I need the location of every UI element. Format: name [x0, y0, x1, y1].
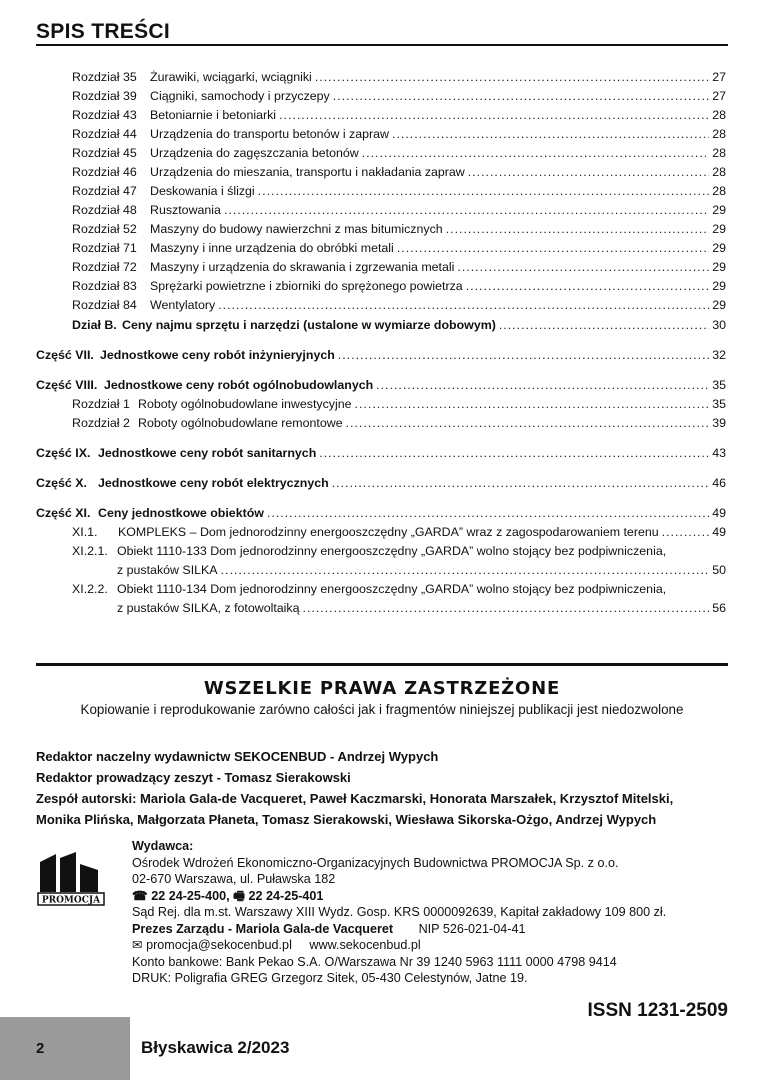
board-line — [132, 921, 666, 938]
publisher-heading: Wydawca: — [132, 839, 194, 853]
header-rule — [36, 44, 728, 46]
toc-entry[interactable]: XI.2.1. Obiekt 1110-133 Dom jednorodzinny energooszczędny „GARDA” wolno stojący bez podpiwniczenia, — [72, 544, 667, 558]
toc-entry[interactable]: Rozdział 43 Betoniarnie i betoniarki ..... 28 — [36, 106, 726, 125]
court-registration: Sąd Rej. dla m.st. Warszawy XIII Wydz. Gosp. KRS 0000092639, Kapitał zakładowy 109 800 zł. — [132, 905, 667, 919]
toc-part[interactable]: Część X. Jednostkowe ceny robót elektrycznych ..... 46 — [36, 473, 726, 493]
toc-part[interactable]: Część VII. Jednostkowe ceny robót inżynieryjnych ..... 32 — [36, 345, 726, 365]
promocja-logo — [36, 848, 106, 908]
toc-part[interactable]: Część VIII. Jednostkowe ceny robót ogólnobudowlanych ..... 35 — [36, 375, 726, 395]
toc-entry-continuation[interactable]: z pustaków SILKA, z fotowoltaiką ..... 56 — [36, 599, 726, 618]
toc-part[interactable]: Część XI. Ceny jednostkowe obiektów ..... 49 — [36, 503, 726, 523]
phone-icon: ☎ — [132, 888, 148, 903]
credits-block — [36, 746, 736, 830]
phone-number: 22 24-25-400, — [151, 888, 230, 903]
rights-heading: WSZELKIE PRAWA ZASTRZEŻONE — [203, 678, 561, 699]
toc-entry[interactable]: Rozdział 46 Urządzenia do mieszania, transportu i nakładania zapraw ..... 28 — [36, 163, 726, 182]
footer-page-box — [0, 1017, 130, 1080]
toc-entry[interactable]: Rozdział 71 Maszyny i inne urządzenia do obróbki metali ..... 29 — [36, 239, 726, 258]
publisher-block — [132, 838, 666, 987]
table-of-contents — [36, 68, 726, 618]
toc-entry[interactable]: Rozdział 45 Urządzenia do zagęszczania betonów ..... 28 — [36, 144, 726, 163]
logo-text: PROMOCJA — [41, 895, 101, 906]
authors-line: Monika Plińska, Małgorzata Płaneta, Tomasz Sierakowski, Wiesława Sikorska-Ożgo, Andrzej Wypych — [36, 812, 657, 827]
toc-entry[interactable]: Rozdział 72 Maszyny i urządzenia do skrawania i zgrzewania metali ..... 29 — [36, 258, 726, 277]
issn: ISSN 1231-2509 — [587, 1000, 728, 1021]
website-link[interactable]: www.sekocenbud.pl — [309, 938, 421, 952]
page-title: SPIS TREŚCI — [36, 20, 170, 43]
board-president: Prezes Zarządu - Mariola Gala-de Vacqueret — [132, 921, 394, 936]
toc-entry[interactable]: Rozdział 44 Urządzenia do transportu betonów i zapraw ..... 28 — [36, 125, 726, 144]
nip: NIP 526-021-04-41 — [418, 921, 526, 936]
print-info: DRUK: Poligrafia GREG Grzegorz Sitek, 05-430 Celestynów, Jatne 19. — [132, 971, 528, 985]
email-link[interactable]: promocja@sekocenbud.pl — [146, 938, 292, 952]
toc-entry[interactable]: Rozdział 35 Żurawiki, wciągarki, wciągniki ..... 27 — [36, 68, 726, 87]
toc-entry[interactable]: Rozdział 39 Ciągniki, samochody i przyczepy ..... 27 — [36, 87, 726, 106]
page-number: 2 — [36, 1040, 45, 1057]
issue-name: Błyskawica 2/2023 — [141, 1038, 290, 1057]
rights-notice: Kopiowanie i reprodukowanie zarówno całości jak i fragmentów niniejszej publikacji jest niedozwolone — [80, 702, 684, 717]
toc-entry[interactable]: Rozdział 84 Wentylatory ..... 29 — [36, 296, 726, 315]
toc-entry-continuation[interactable]: z pustaków SILKA ..... 50 — [36, 561, 726, 580]
fax-icon: 🖷 — [233, 888, 246, 903]
contact-phones — [132, 888, 666, 905]
lead-editor: Redaktor prowadzący zeszyt - Tomasz Sierakowski — [36, 770, 351, 785]
toc-entry[interactable]: Rozdział 2 Roboty ogólnobudowlane remontowe ..... 39 — [36, 414, 726, 433]
fax-number: 22 24-25-401 — [248, 888, 324, 903]
section-divider — [36, 663, 728, 666]
toc-entry[interactable]: XI.1. KOMPLEKS – Dom jednorodzinny energooszczędny „GARDA” wraz z zagospodarowaniem terenu ..... 49 — [36, 523, 726, 542]
chief-editor: Redaktor naczelny wydawnictw SEKOCENBUD - Andrzej Wypych — [36, 749, 439, 764]
publisher-address: 02-670 Warszawa, ul. Puławska 182 — [132, 872, 336, 886]
toc-entry[interactable]: Rozdział 47 Deskowania i ślizgi ..... 28 — [36, 182, 726, 201]
toc-entry[interactable]: Rozdział 48 Rusztowania ..... 29 — [36, 201, 726, 220]
contact-web — [132, 937, 666, 954]
publisher-name: Ośrodek Wdrożeń Ekonomiczno-Organizacyjnych Budownictwa PROMOCJA Sp. z o.o. — [132, 855, 619, 870]
bank-account: Konto bankowe: Bank Pekao S.A. O/Warszawa Nr 39 1240 5963 1111 0000 4798 9414 — [132, 954, 617, 969]
toc-entry[interactable]: Rozdział 83 Sprężarki powietrzne i zbiorniki do sprężonego powietrza ..... 29 — [36, 277, 726, 296]
toc-entry[interactable]: Rozdział 52 Maszyny do budowy nawierzchni z mas bitumicznych ..... 29 — [36, 220, 726, 239]
toc-entry[interactable]: XI.2.2. Obiekt 1110-134 Dom jednorodzinny energooszczędny „GARDA” wolno stojący bez podpiwniczenia, — [72, 582, 667, 596]
email-icon: ✉ — [132, 938, 143, 952]
toc-part[interactable]: Część IX. Jednostkowe ceny robót sanitarnych ..... 43 — [36, 443, 726, 463]
toc-section[interactable]: Dział B. Ceny najmu sprzętu i narzędzi (ustalone w wymiarze dobowym) ..... 30 — [36, 315, 726, 335]
authors-line: Zespół autorski: Mariola Gala-de Vacqueret, Paweł Kaczmarski, Honorata Marszałek, Krzysztof Mitelski, — [36, 791, 674, 806]
toc-entry[interactable]: Rozdział 1 Roboty ogólnobudowlane inwestycyjne ..... 35 — [36, 395, 726, 414]
